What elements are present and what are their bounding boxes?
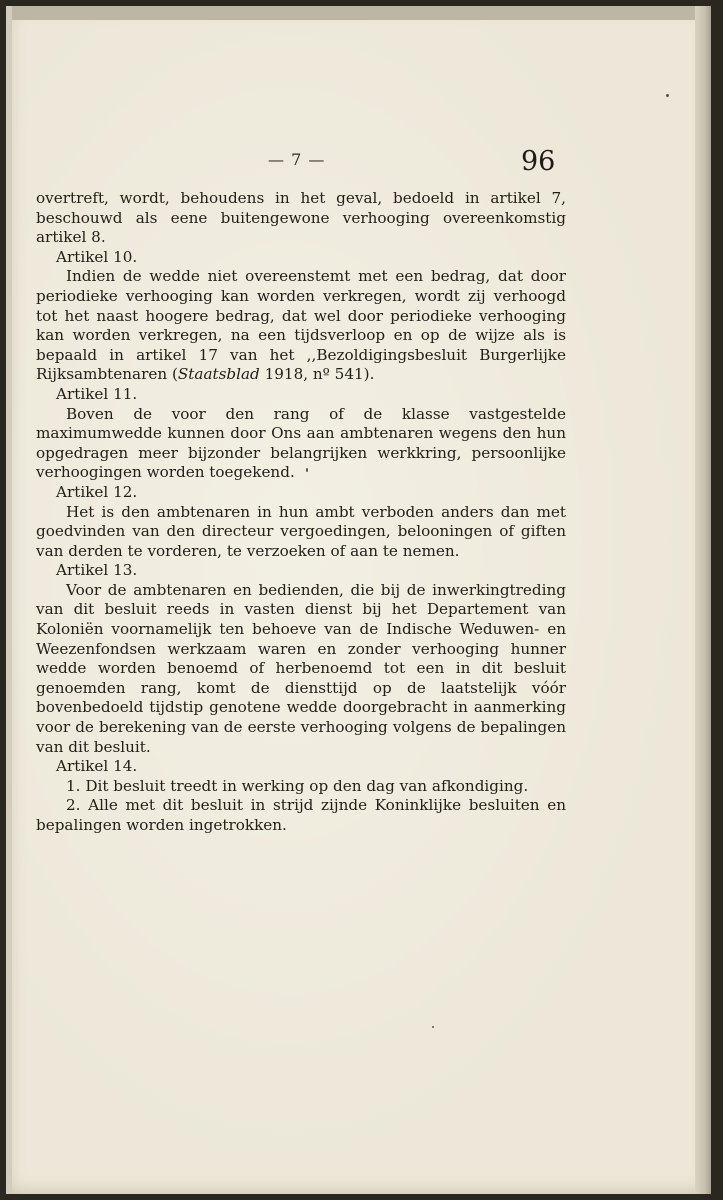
- top-edge: [6, 6, 711, 20]
- folio-number: 96: [521, 146, 556, 177]
- continuation-paragraph: overtreft, wordt, behoudens in het geval, bedoeld in artikel 7, beschouwd als eene buitengewone verhooging overeenkomstig artikel 8.: [36, 189, 566, 247]
- article-11-text: Boven de voor den rang of de klasse vastgestelde maximumwedde kunnen door Ons aan ambtenaren wegens den hun opgedragen meer bijzonder belangrijken werkkring, persoonlijke verhoogingen worden toegekend.: [36, 404, 566, 482]
- article-10-italic-staatsblad: Staatsblad: [177, 365, 260, 384]
- article-12-text: Het is den ambtenaren in hun ambt verboden anders dan met goedvinden van den directeur vergoedingen, belooningen of giften van derden te vorderen, te verzoeken of aan te nemen.: [36, 502, 566, 560]
- paper-speck: [432, 1026, 434, 1028]
- paper-page: [6, 6, 711, 1194]
- article-14-item-2: 2. Alle met dit besluit in strijd zijnde Koninklijke besluiten en bepalingen worden ingetrokken.: [36, 796, 566, 834]
- paper-speck: [666, 94, 669, 97]
- article-10-heading: Artikel 10.: [56, 247, 138, 266]
- article-10-text-part1: Indien de wedde niet overeenstemt met een bedrag, dat door periodieke verhooging kan worden verkregen, wordt zij verhoogd tot het naast hoogere bedrag, dat wel door periodieke verhooging kan worden verkregen, na een tijdsverloop en op de wijze als is bepaald in artikel 17 van het ,,Bezoldigingsbesluit Burgerlijke Rijksambtenaren (: [36, 267, 566, 384]
- article-14-item-1: 1. Dit besluit treedt in werking op den dag van afkondiging.: [66, 776, 529, 795]
- article-12-heading: Artikel 12.: [56, 482, 138, 501]
- page-header: [6, 146, 711, 190]
- article-11-heading: Artikel 11.: [56, 384, 138, 403]
- paper-speck: [306, 468, 308, 472]
- document-body: [36, 189, 566, 836]
- page-number-marker: — 7 —: [268, 150, 326, 169]
- article-13-heading: Artikel 13.: [56, 561, 138, 580]
- article-10-text-part2: 1918, nº 541).: [259, 365, 375, 384]
- article-14-heading: Artikel 14.: [56, 757, 138, 776]
- article-10-text: [36, 267, 566, 385]
- article-13-text: Voor de ambtenaren en bedienden, die bij de inwerkingtreding van dit besluit reeds in vasten dienst bij het Departement van Koloniën voornamelijk ten behoeve van de Indische Weduwen- en Weezenfondsen werkzaam waren en zonder verhooging hunner wedde worden benoemd of herbenoemd tot een in dit besluit genoemden rang, komt de diensttijd op de laatstelijk vóór bovenbedoeld tijdstip genotene wedde doorgebracht in aanmerking voor de berekening van de eerste verhooging volgens de bepalingen van dit besluit.: [36, 580, 566, 756]
